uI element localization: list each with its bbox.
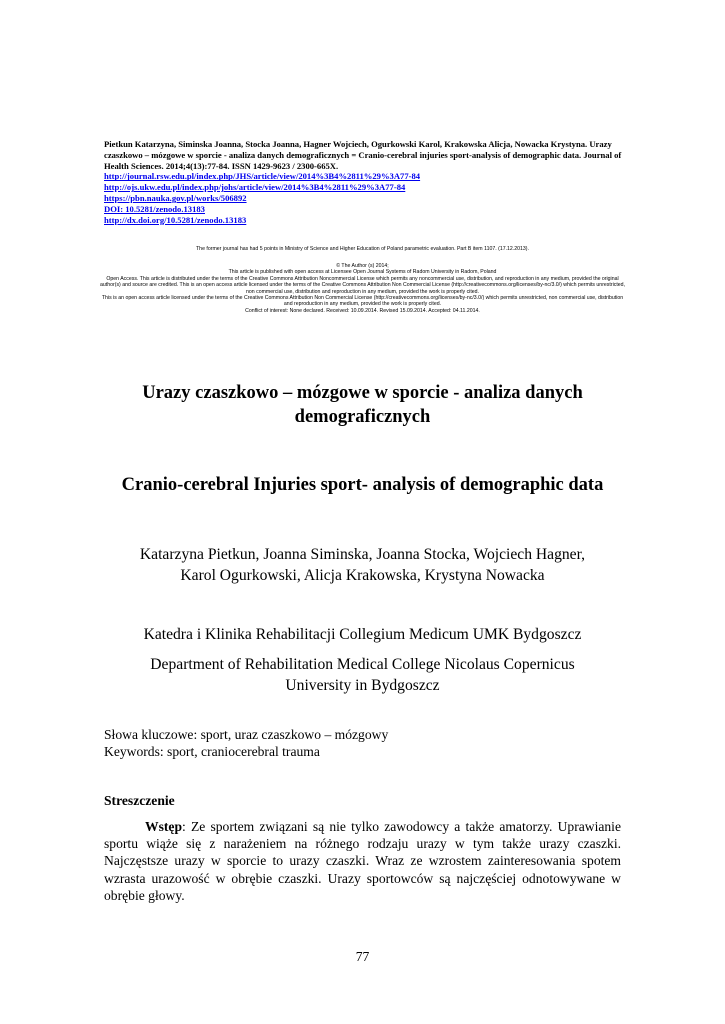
- citation-text: Pietkun Katarzyna, Siminska Joanna, Stocka Joanna, Hagner Wojciech, Ogurkowski Karol, Krakowska Alicja, Nowacka Krystyna. Urazy czaszkowo – mózgowe w sporcie - analiza danych demograficznych = Cranio-cerebral injuries sport-analysis of demographic data. Journal of Health Sciences. 2014;4(13):77-84. ISSN 1429-9623 / 2300-665X.: [104, 139, 622, 171]
- abstract-lead: Wstęp: [145, 819, 183, 834]
- evaluation-note: The former journal has had 5 points in Ministry of Science and Higher Education of Poland parametric evaluation. Part B item 1107. (17.12.2013).: [196, 246, 529, 252]
- open-access-line: Open Access. This article is distributed under the terms of the Creative Commons Attribution Noncommercial License which permits any noncommercial use, distribution, and reproduction in any medium, provided the original author(s) and source are credited. This is an open access article licensed under the terms of the Creative Commons Attribution Non Commercial License (http://creativecommons.org/licenses/by-nc/3.0/) which permits unrestricted, non commercial use, distribution and reproduction in any medium, provided the work is properly cited.: [100, 275, 625, 295]
- abstract-text: : Ze sportem związani są nie tylko zawodowcy a także amatorzy. Uprawianie sportu wiąże się z narażeniem na różnego rodzaju urazy w tym także urazy czaszki. Najczęstsze urazy w sporcie to urazy czaszki. Wraz ze wzrostem zainteresowania spotem wzrasta urazowość w obrębie czaszki. Urazy sportowców są najczęściej odnotowywane w obrębie głowy.: [104, 819, 621, 903]
- citation-link-pbn[interactable]: https://pbn.nauka.gov.pl/works/506892: [104, 192, 247, 203]
- citation-link-ojs[interactable]: http://ojs.ukw.edu.pl/index.php/johs/article/view/2014%3B4%2811%29%3A77-84: [104, 182, 406, 193]
- citation-block: [104, 139, 624, 225]
- keywords-polish: Słowa kluczowe: sport, uraz czaszkowo – mózgowy: [104, 727, 389, 742]
- authors: [80, 545, 645, 586]
- license-line: This is an open access article licensed under the terms of the Creative Commons Attribution Non Commercial License (http://creativecommons.org/licenses/by-nc/3.0/) which permits unrestricted, non commercial use, distribution and reproduction in any medium, provided the work is properly cited.: [101, 295, 624, 308]
- citation-link-doi[interactable]: http://dx.doi.org/10.5281/zenodo.13183: [104, 214, 247, 225]
- conflict-line: Conflict of interest: None declared. Received: 10.09.2014. Revised 15.09.2014. Accepted: 04.11.2014.: [245, 307, 480, 314]
- published-line: This article is published with open access at Licensee Open Journal Systems of Radom University in Radom, Poland: [228, 269, 497, 276]
- abstract-paragraph: [104, 818, 621, 904]
- affiliation-polish: Katedra i Klinika Rehabilitacji Collegium Medicum UMK Bydgoszcz: [143, 626, 582, 643]
- citation-link-journal[interactable]: http://journal.rsw.edu.pl/index.php/JHS/article/view/2014%3B4%2811%29%3A77-84: [104, 171, 421, 182]
- title-polish: Urazy czaszkowo – mózgowe w sporcie - analiza danych demograficznych: [142, 383, 583, 427]
- title-english: Cranio-cerebral Injuries sport- analysis of demographic data: [121, 475, 604, 495]
- copyright-line: © The Author (s) 2014;: [336, 263, 389, 269]
- keywords-english: Keywords: sport, craniocerebral trauma: [104, 744, 320, 759]
- page-number: 77: [355, 949, 370, 964]
- authors-line-1: Katarzyna Pietkun, Joanna Siminska, Joanna Stocka, Wojciech Hagner,: [139, 546, 586, 563]
- authors-line-2: Karol Ogurkowski, Alicja Krakowska, Krystyna Nowacka: [180, 566, 545, 584]
- license-notice: [100, 263, 625, 314]
- citation-doi[interactable]: DOI: 10.5281/zenodo.13183: [104, 203, 205, 214]
- affiliation-english: Department of Rehabilitation Medical College Nicolaus Copernicus University in Bydgoszcz: [150, 656, 575, 694]
- abstract-heading: Streszczenie: [104, 793, 175, 808]
